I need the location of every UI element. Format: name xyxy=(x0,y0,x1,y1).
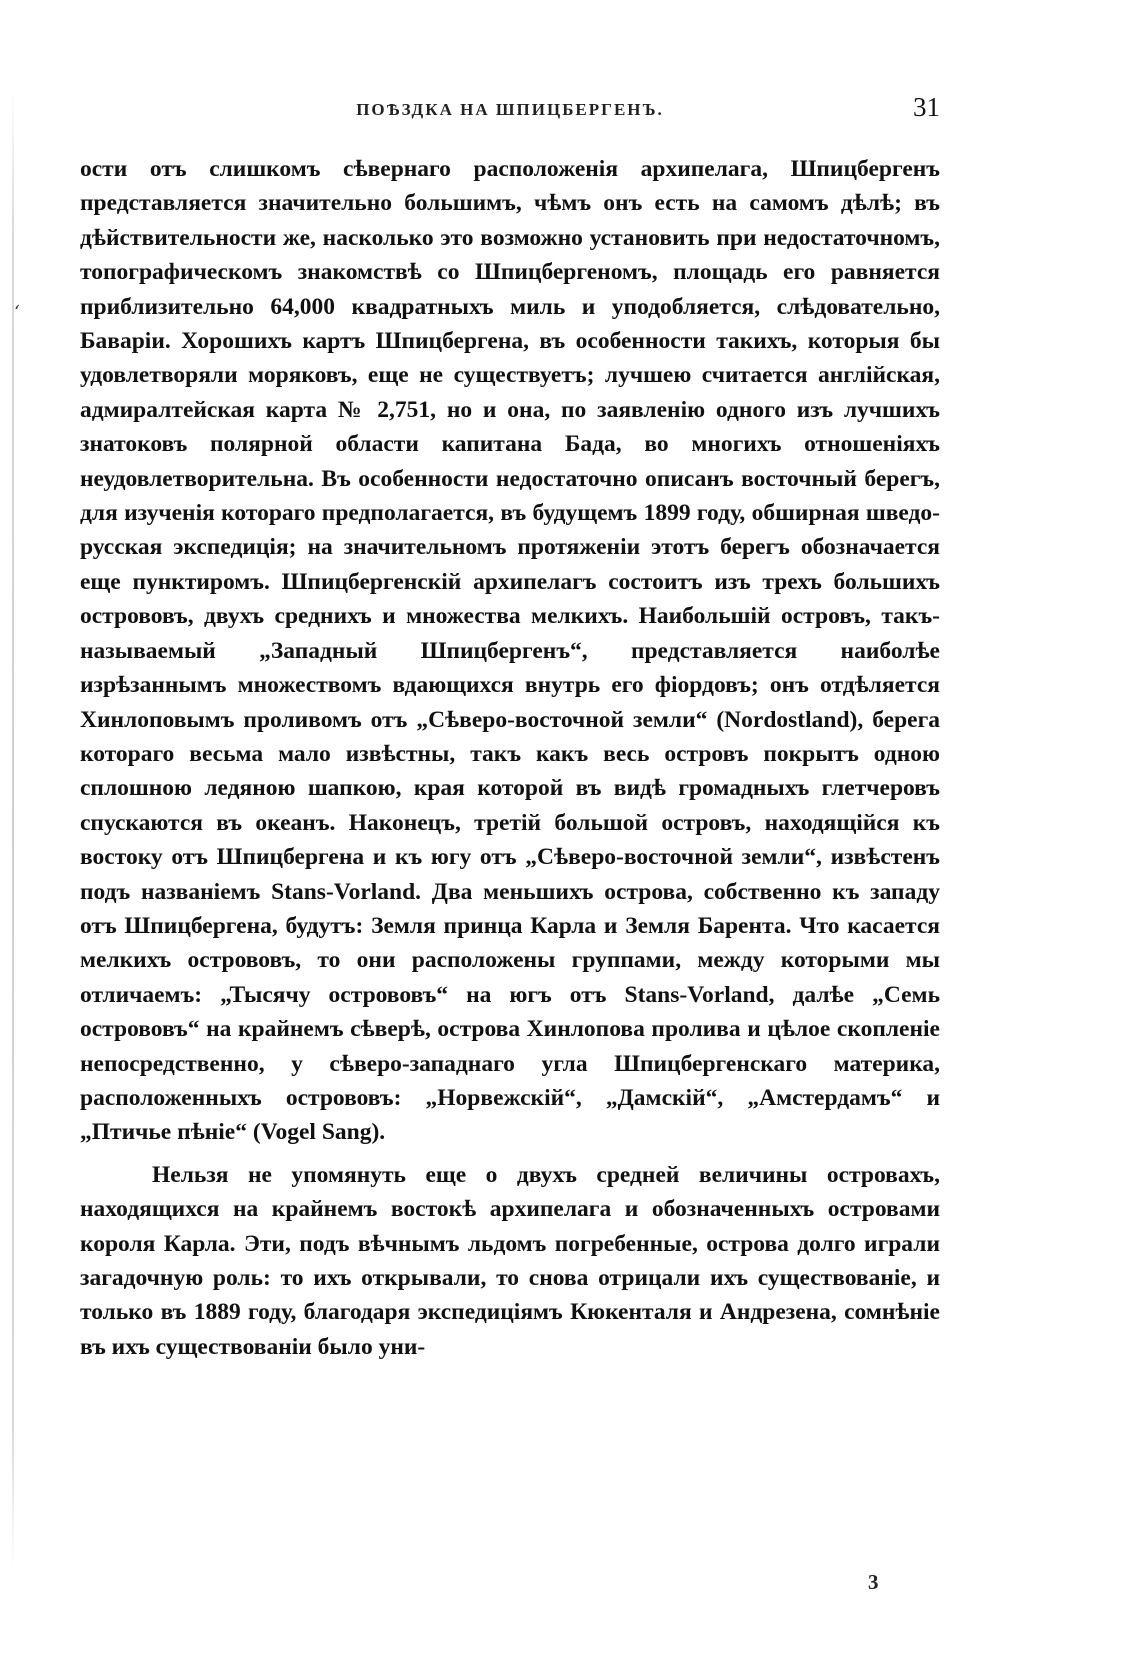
paragraph-2: Нельзя не упомянуть еще о двухъ средней величины островахъ, находящихся на крайнемъ востокѣ архипелага и обозначенныхъ островами короля Карла. Эти, подъ вѣчнымъ льдомъ погребенные, острова долго играли загадочную роль: то ихъ открывали, то снова отрицали ихъ существованіе, и только въ 1889 году, благодаря экспедиціямъ Кюкенталя и Андрезена, сомнѣніе въ ихъ существованіи было уни- xyxy=(80,1161,940,1360)
running-title: ПОѢЗДКА НА ШПИЦБЕРГЕНЪ. xyxy=(356,100,664,119)
page-number: 31 xyxy=(913,92,940,122)
margin-mark: ‘ xyxy=(14,302,20,323)
running-head xyxy=(80,92,940,132)
body-text xyxy=(80,152,940,1364)
paragraph-1: ости отъ слишкомъ сѣвернаго расположенія архипелага, Шпицбергенъ представляется значительно большимъ, чѣмъ онъ есть на самомъ дѣлѣ; въ дѣйствительности же, насколько это возможно установить при недостаточномъ, топографическомъ знакомствѣ со Шпицбергеномъ, площадь его равняется приблизительно 64,000 квадратныхъ миль и уподобляется, слѣдовательно, Баваріи. Хорошихъ картъ Шпицбергена, въ особенности такихъ, которыя бы удовлетворяли моряковъ, еще не существуетъ; лучшею считается англійская, адмиралтейская карта № 2,751, но и она, по заявленію одного изъ лучшихъ знатоковъ полярной области капитана Бада, во многихъ отношеніяхъ неудовлетворительна. Въ особенности недостаточно описанъ восточный берегъ, для изученія котораго предполагается, въ будущемъ 1899 году, обширная шведо-русская экспедиція; на значительномъ протяженіи этотъ берегъ обозначается еще пунктиромъ. Шпицбергенскій архипелагъ состоитъ изъ трехъ большихъ острововъ, двухъ среднихъ и множества мелкихъ. Наибольшій островъ, такъ-называемый „Западный Шпицбергенъ“, представляется наиболѣе изрѣзаннымъ множествомъ вдающихся внутрь его фіордовъ; онъ отдѣляется Хинлоповымъ проливомъ отъ „Сѣверо-восточной земли“ (Nordostland), берега котораго весьма мало извѣстны, такъ какъ весь островъ покрытъ одною сплошною ледяною шапкою, края которой въ видѣ громадныхъ глетчеровъ спускаются въ океанъ. Наконецъ, третій большой островъ, находящійся къ востоку отъ Шпицбергена и къ югу отъ „Сѣверо-восточной земли“, извѣстенъ подъ названіемъ Stans-Vorland. Два меньшихъ острова, собственно къ западу отъ Шпицбергена, будутъ: Земля принца Карла и Земля Барента. Что касается мелкихъ острововъ, то они расположены группами, между которыми мы отличаемъ: „Тысячу острововъ“ на югъ отъ Stans-Vorland, далѣе „Семь острововъ“ на крайнемъ сѣверѣ, острова Хинлопова пролива и цѣлое скопленіе непосредственно, у сѣверо-западнаго угла Шпицбергенскаго материка, расположенныхъ острововъ: „Норвежскій“, „Дамскій“, „Амстердамъ“ и „Птичье пѣніе“ (Vogel Sang). xyxy=(80,156,940,1146)
signature-mark: 3 xyxy=(868,1570,879,1594)
